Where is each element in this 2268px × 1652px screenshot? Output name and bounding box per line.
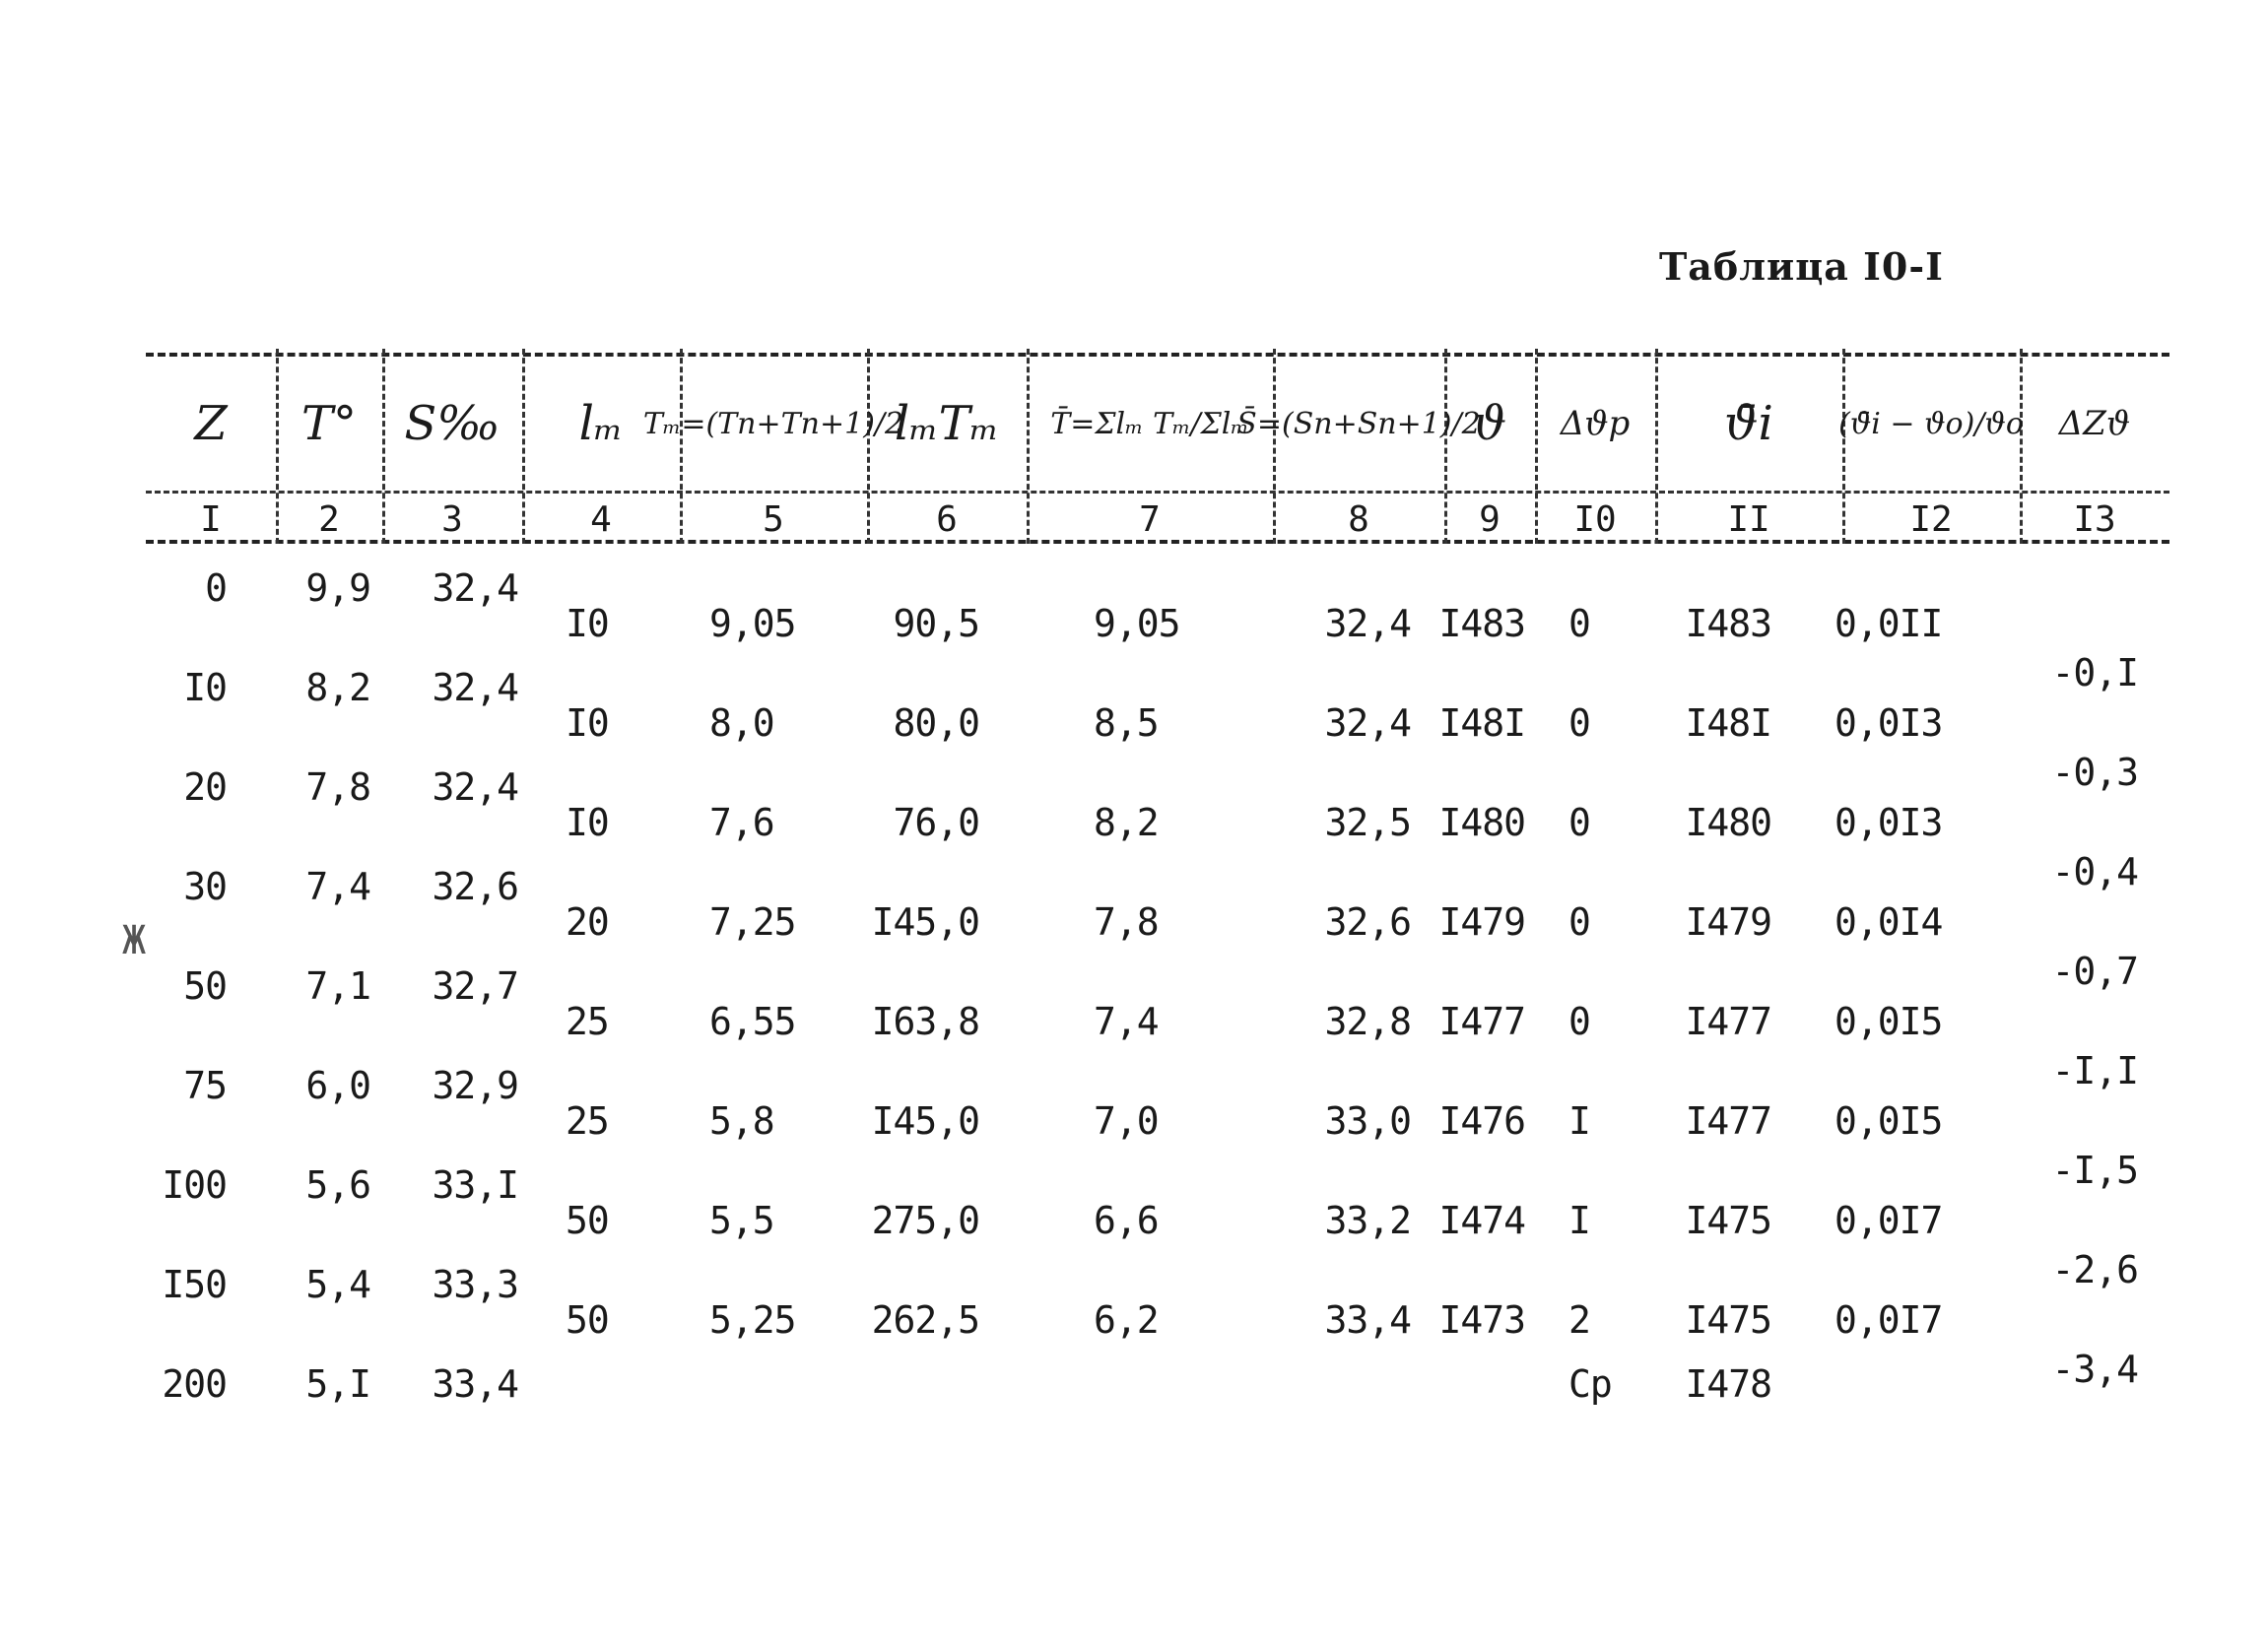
table-cell: 8,2 [1094,801,1159,844]
table-cell: I477 [1685,1099,1771,1143]
table-cell: -0,7 [2051,950,2138,993]
table-cell: 33,I [432,1163,518,1207]
table-cell: I63,8 [871,1000,979,1043]
table-cell: I00 [162,1163,227,1207]
table-cell: 0,0II [1834,602,1943,645]
table-cell: I0 [183,666,227,709]
column-number: 5 [763,498,784,540]
table-cell: -2,6 [2051,1248,2138,1291]
table-cell: 32,6 [432,865,518,908]
table-cell: 5,4 [305,1263,370,1306]
table-cell: 33,4 [1324,1298,1411,1342]
table-cell: I0 [566,801,609,844]
column-number: 4 [590,498,612,540]
table-cell: 32,7 [432,964,518,1008]
table-cell: 7,4 [305,865,370,908]
table-cell: 5,6 [305,1163,370,1207]
table-cell: 7,1 [305,964,370,1008]
table-cell: 0,0I3 [1834,801,1943,844]
table-cell: 0 [1568,701,1590,745]
table-cell: 0,0I7 [1834,1298,1943,1342]
table-cell: I479 [1438,900,1525,944]
header-cell: Δϑp [1560,404,1631,443]
table-cell: 0 [205,566,227,610]
table-cell: I474 [1438,1199,1525,1242]
table-cell: 80,0 [893,701,979,745]
table-cell: 90,5 [893,602,979,645]
table-cell: I480 [1685,801,1771,844]
header-cell: T̄=Σlₘ Tₘ/Σlₘ [1050,406,1249,441]
table-cell: I [1568,1099,1590,1143]
header-cell: lₘ [578,396,624,451]
table-cell: I45,0 [871,900,979,944]
table-cell: 6,2 [1094,1298,1159,1342]
table-cell: -I,I [2051,1049,2138,1092]
table-caption: Таблица I0-I [1659,244,1944,289]
table-cell: 7,0 [1094,1099,1159,1143]
header-cell: S̄=(Sn+Sn+1)/2 [1236,406,1481,441]
table-cell: I475 [1685,1199,1771,1242]
table-cell: 30 [183,865,227,908]
table-cell: 32,5 [1324,801,1411,844]
table-cell: -I,5 [2051,1149,2138,1192]
column-number: I [200,498,222,540]
table-cell: 20 [566,900,609,944]
table-cell: 50 [566,1199,609,1242]
table-cell: -0,3 [2051,751,2138,794]
table-cell: 5,8 [709,1099,774,1143]
cp-label: Cp [1568,1362,1612,1406]
table-cell: 32,9 [432,1064,518,1107]
table-cell: 5,I [305,1362,370,1406]
table-cell: 200 [162,1362,227,1406]
column-number: 2 [318,498,340,540]
table-cell: 33,2 [1324,1199,1411,1242]
header-cell: Z [194,396,228,451]
table-cell: 0 [1568,1000,1590,1043]
table-cell: 9,9 [305,566,370,610]
table-cell: I477 [1438,1000,1525,1043]
column-number: 9 [1479,498,1501,540]
table-cell: 0 [1568,900,1590,944]
table-cell: 75 [183,1064,227,1107]
table-cell: 0 [1568,602,1590,645]
table-cell: 7,8 [305,765,370,809]
table-cell: 8,0 [709,701,774,745]
table-cell: I479 [1685,900,1771,944]
table-cell: I45,0 [871,1099,979,1143]
table-cell: 262,5 [871,1298,979,1342]
header-cell: T° [300,396,357,451]
table-cell: 20 [183,765,227,809]
table-cell: I483 [1685,602,1771,645]
table-cell: 275,0 [871,1199,979,1242]
table-cell: I [1568,1199,1590,1242]
header-cell: ϑ [1472,396,1507,451]
table-cell: I480 [1438,801,1525,844]
column-number: I2 [1909,498,1953,540]
table-cell: 7,6 [709,801,774,844]
column-number: II [1727,498,1770,540]
column-number: I0 [1573,498,1617,540]
column-number: I3 [2073,498,2116,540]
table-cell: 7,8 [1094,900,1159,944]
margin-mark: Ж [122,918,147,963]
table-cell: 33,4 [432,1362,518,1406]
header-cell: (ϑ̄i − ϑo)/ϑo [1838,406,2024,441]
table-cell: 32,4 [432,666,518,709]
table-cell: I48I [1685,701,1771,745]
table-cell: 50 [183,964,227,1008]
table-cell: I483 [1438,602,1525,645]
table-cell: I477 [1685,1000,1771,1043]
header-cell: ΔZϑ [2058,404,2131,443]
column-number: 6 [936,498,958,540]
table-cell: 8,2 [305,666,370,709]
table-cell: 33,3 [432,1263,518,1306]
header-cell: Tₘ=(Tn+Tn+1)/2 [642,406,904,441]
table-cell: 32,8 [1324,1000,1411,1043]
table-cell: I50 [162,1263,227,1306]
table-cell: I48I [1438,701,1525,745]
header-cell: ϑ̄i [1724,396,1773,451]
table-cell: -0,I [2051,651,2138,694]
table-cell: I475 [1685,1298,1771,1342]
table-cell: I0 [566,602,609,645]
cp-value: I478 [1685,1362,1771,1406]
header-cell: S‰ [404,396,500,451]
table-cell: 7,25 [709,900,796,944]
table-cell: 0,0I4 [1834,900,1943,944]
table-cell: I0 [566,701,609,745]
column-number: 7 [1139,498,1161,540]
header-cell: lₘTₘ [894,396,1000,451]
table-cell: 6,55 [709,1000,796,1043]
table-cell: 25 [566,1099,609,1143]
table-cell: 0,0I5 [1834,1099,1943,1143]
table-cell: 50 [566,1298,609,1342]
table-cell: 25 [566,1000,609,1043]
table-cell: 32,4 [432,765,518,809]
table-cell: 9,05 [709,602,796,645]
table-cell: 32,4 [1324,701,1411,745]
table-cell: -3,4 [2051,1348,2138,1391]
column-number: 8 [1348,498,1369,540]
table-cell: 32,6 [1324,900,1411,944]
table-cell: 5,25 [709,1298,796,1342]
table-cell: 0,0I7 [1834,1199,1943,1242]
table-cell: 76,0 [893,801,979,844]
table-cell: 33,0 [1324,1099,1411,1143]
table-cell: 8,5 [1094,701,1159,745]
table-cell: 32,4 [432,566,518,610]
table-cell: 9,05 [1094,602,1180,645]
table-cell: -0,4 [2051,850,2138,893]
table-cell: I476 [1438,1099,1525,1143]
table-cell: 5,5 [709,1199,774,1242]
table-cell: 0 [1568,801,1590,844]
table-cell: I473 [1438,1298,1525,1342]
table-cell: 0,0I3 [1834,701,1943,745]
table-cell: 32,4 [1324,602,1411,645]
table-cell: 6,6 [1094,1199,1159,1242]
table-cell: 2 [1568,1298,1590,1342]
column-number: 3 [441,498,463,540]
table-cell: 0,0I5 [1834,1000,1943,1043]
table-cell: 7,4 [1094,1000,1159,1043]
table-cell: 6,0 [305,1064,370,1107]
